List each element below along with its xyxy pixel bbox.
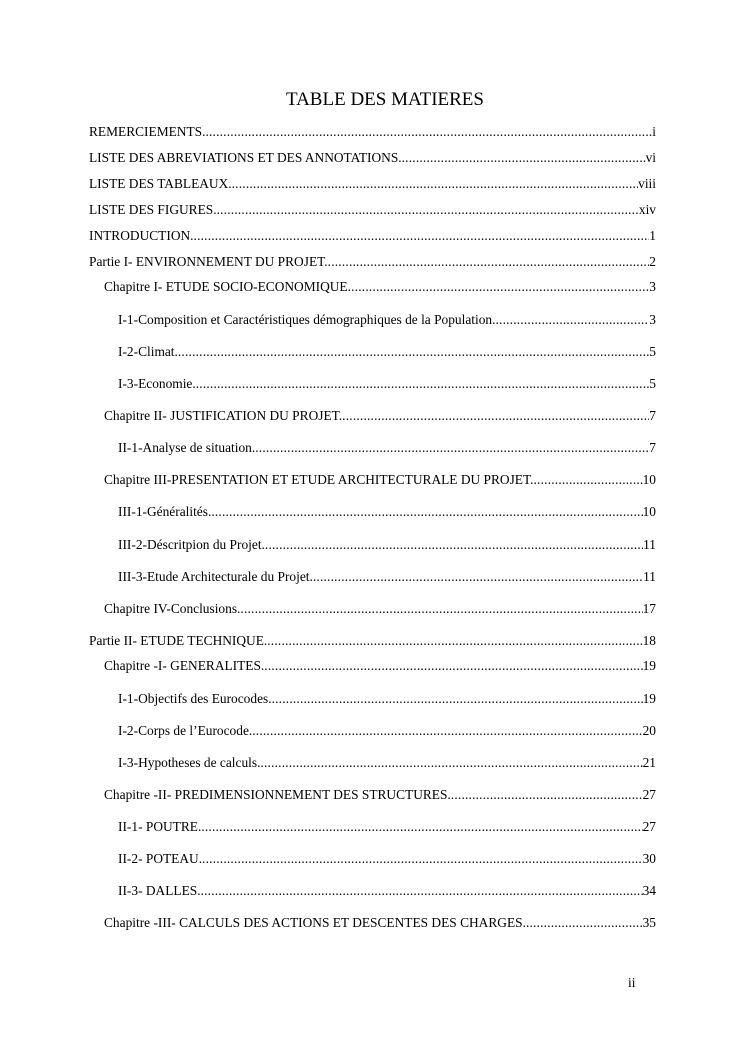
toc-entry-chapitre-2[interactable] <box>104 408 656 424</box>
toc-entry-partie-1[interactable] <box>89 254 656 270</box>
toc-leader-dots <box>342 408 649 424</box>
toc-entry-page: 10 <box>642 472 656 487</box>
toc-entry-chapitre-3[interactable] <box>104 472 656 488</box>
toc-entry-label: INTRODUCTION. <box>89 228 194 243</box>
toc-entry-page: 11 <box>643 537 656 552</box>
toc-entry-label: Chapitre I- ETUDE SOCIO-ECONOMIQUE <box>104 279 348 294</box>
toc-entry-remerciements[interactable] <box>89 124 656 140</box>
toc-leader-dots <box>272 691 643 707</box>
toc-entry-label: LISTE DES FIGURES. <box>89 202 217 217</box>
toc-entry-label: Partie II- ETUDE TECHNIQUE. <box>89 633 268 648</box>
toc-entry-page: xiv <box>638 202 656 217</box>
toc-entry-label: II-2- POTEAU. <box>118 851 203 866</box>
page-title: TABLE DES MATIERES <box>286 89 484 110</box>
toc-entry-label: LISTE DES TABLEAUX. <box>89 176 232 191</box>
toc-entry-section-iii-1[interactable] <box>118 504 656 520</box>
toc-entry-label: II-1-Analyse de situation. <box>118 440 256 455</box>
toc-entry-label: I-1-Composition et Caractéristiques démographiques de la Population. <box>118 312 496 327</box>
toc-entry-page: 10 <box>642 504 656 519</box>
toc-leader-dots <box>348 279 650 295</box>
toc-leader-dots <box>178 344 649 360</box>
toc-leader-dots <box>267 633 642 649</box>
toc-leader-dots <box>526 915 643 931</box>
toc-entry-chapitre-1[interactable] <box>104 279 656 295</box>
toc-entry-liste-tableaux[interactable] <box>89 176 656 192</box>
toc-entry-section-i-2[interactable] <box>118 344 656 360</box>
toc-entry-label: Chapitre -I- GENERALITES. <box>104 658 265 673</box>
toc-entry-partie2-section-i-1[interactable] <box>118 691 656 707</box>
toc-entry-label: I-1-Objectifs des Eurocodes. <box>118 691 272 706</box>
toc-entry-page: 34 <box>642 883 656 898</box>
toc-entry-page: viii <box>638 176 656 191</box>
toc-entry-partie2-section-ii-2[interactable] <box>118 851 656 867</box>
toc-entry-partie2-chapitre-2[interactable] <box>104 787 656 803</box>
toc-entry-page: 7 <box>649 440 656 455</box>
toc-entry-label: Chapitre III-PRESENTATION ET ETUDE ARCHITECTURALE DU PROJET. <box>104 472 534 487</box>
toc-entry-partie2-section-i-3[interactable] <box>118 755 656 771</box>
toc-entry-page: 20 <box>642 723 656 738</box>
toc-entry-label: REMERCIEMENTS. <box>89 124 206 139</box>
toc-entry-label: II-3- DALLES. <box>118 883 201 898</box>
toc-entry-page: vi <box>645 150 656 165</box>
toc-entry-section-iii-3[interactable] <box>118 569 656 585</box>
toc-entry-page: 27 <box>642 819 656 834</box>
toc-entry-page: 3 <box>649 312 656 327</box>
toc-leader-dots <box>232 176 639 192</box>
toc-entry-partie2-chapitre-1[interactable] <box>104 658 656 674</box>
toc-entry-page: 11 <box>643 569 656 584</box>
toc-entry-label: I-3-Economie. <box>118 376 196 391</box>
toc-entry-label: I-3-Hypotheses de calculs. <box>118 755 261 770</box>
toc-entry-partie2-chapitre-3[interactable] <box>104 915 656 931</box>
toc-leader-dots <box>211 504 642 520</box>
toc-leader-dots <box>205 124 652 140</box>
toc-entry-label: III-1-Généralités. <box>118 504 212 519</box>
toc-entry-page: 5 <box>649 376 656 391</box>
toc-entry-chapitre-4[interactable] <box>104 601 656 617</box>
toc-leader-dots <box>255 440 649 456</box>
toc-entry-partie-2[interactable] <box>89 633 656 649</box>
toc-entry-page: 18 <box>642 633 656 648</box>
toc-entry-page: 1 <box>649 228 656 243</box>
toc-entry-page: 3 <box>649 279 656 294</box>
toc-leader-dots <box>402 150 646 166</box>
toc-entry-label: II-1- POUTRE. <box>118 819 202 834</box>
toc-entry-partie2-section-ii-3[interactable] <box>118 883 656 899</box>
page-number: ii <box>628 975 636 990</box>
toc-leader-dots <box>495 312 649 328</box>
toc-leader-dots <box>451 787 643 803</box>
toc-entry-section-i-3[interactable] <box>118 376 656 392</box>
toc-entry-partie2-section-i-2[interactable] <box>118 723 656 739</box>
toc-leader-dots <box>240 601 642 617</box>
toc-entry-liste-abreviations[interactable] <box>89 150 656 166</box>
toc-entry-section-i-1[interactable] <box>118 312 656 328</box>
toc-entry-label: Chapitre -III- CALCULS DES ACTIONS ET DESCENTES DES CHARGES. <box>104 915 526 930</box>
toc-entry-page: 5 <box>649 344 656 359</box>
toc-entry-label: LISTE DES ABREVIATIONS ET DES ANNOTATIONS. <box>89 150 402 165</box>
toc-leader-dots <box>201 883 643 899</box>
toc-entry-label: Chapitre -II- PREDIMENSIONNEMENT DES STRUCTURES. <box>104 787 451 802</box>
toc-leader-dots <box>265 537 643 553</box>
toc-leader-dots <box>260 755 642 771</box>
toc-leader-dots <box>264 658 642 674</box>
toc-entry-page: 2 <box>649 254 656 269</box>
toc-entry-page: 17 <box>642 601 656 616</box>
toc-entry-label: III-3-Etude Architecturale du Projet. <box>118 569 313 584</box>
toc-leader-dots <box>196 376 650 392</box>
toc-entry-label: I-2-Climat. <box>118 344 178 359</box>
toc-leader-dots <box>313 569 643 585</box>
toc-entry-section-ii-1[interactable] <box>118 440 656 456</box>
toc-entry-label: Chapitre IV-Conclusions. <box>104 601 241 616</box>
toc-entry-label: III-2-Déscritpion du Projet. <box>118 537 265 552</box>
toc-leader-dots <box>534 472 643 488</box>
toc-entry-page: 7 <box>649 408 656 423</box>
toc-entry-section-iii-2[interactable] <box>118 537 656 553</box>
toc-entry-page: i <box>652 124 656 139</box>
toc-leader-dots <box>217 202 639 218</box>
toc-entry-label: Chapitre II- JUSTIFICATION DU PROJET. <box>104 408 343 423</box>
toc-entry-introduction[interactable] <box>89 228 656 244</box>
toc-entry-label: I-2-Corps de l’Eurocode. <box>118 723 253 738</box>
toc-leader-dots <box>194 228 650 244</box>
toc-entry-label: Partie I- ENVIRONNEMENT DU PROJET. <box>89 254 328 269</box>
toc-entry-liste-figures[interactable] <box>89 202 656 218</box>
toc-entry-page: 19 <box>642 691 656 706</box>
toc-entry-page: 21 <box>642 755 656 770</box>
toc-leader-dots <box>252 723 642 739</box>
toc-entry-page: 19 <box>642 658 656 673</box>
toc-entry-page: 35 <box>642 915 656 930</box>
toc-entry-page: 27 <box>642 787 656 802</box>
toc-leader-dots <box>202 851 643 867</box>
toc-entry-page: 30 <box>642 851 656 866</box>
toc-leader-dots <box>201 819 642 835</box>
toc-entry-partie2-section-ii-1[interactable] <box>118 819 656 835</box>
toc-leader-dots <box>328 254 650 270</box>
